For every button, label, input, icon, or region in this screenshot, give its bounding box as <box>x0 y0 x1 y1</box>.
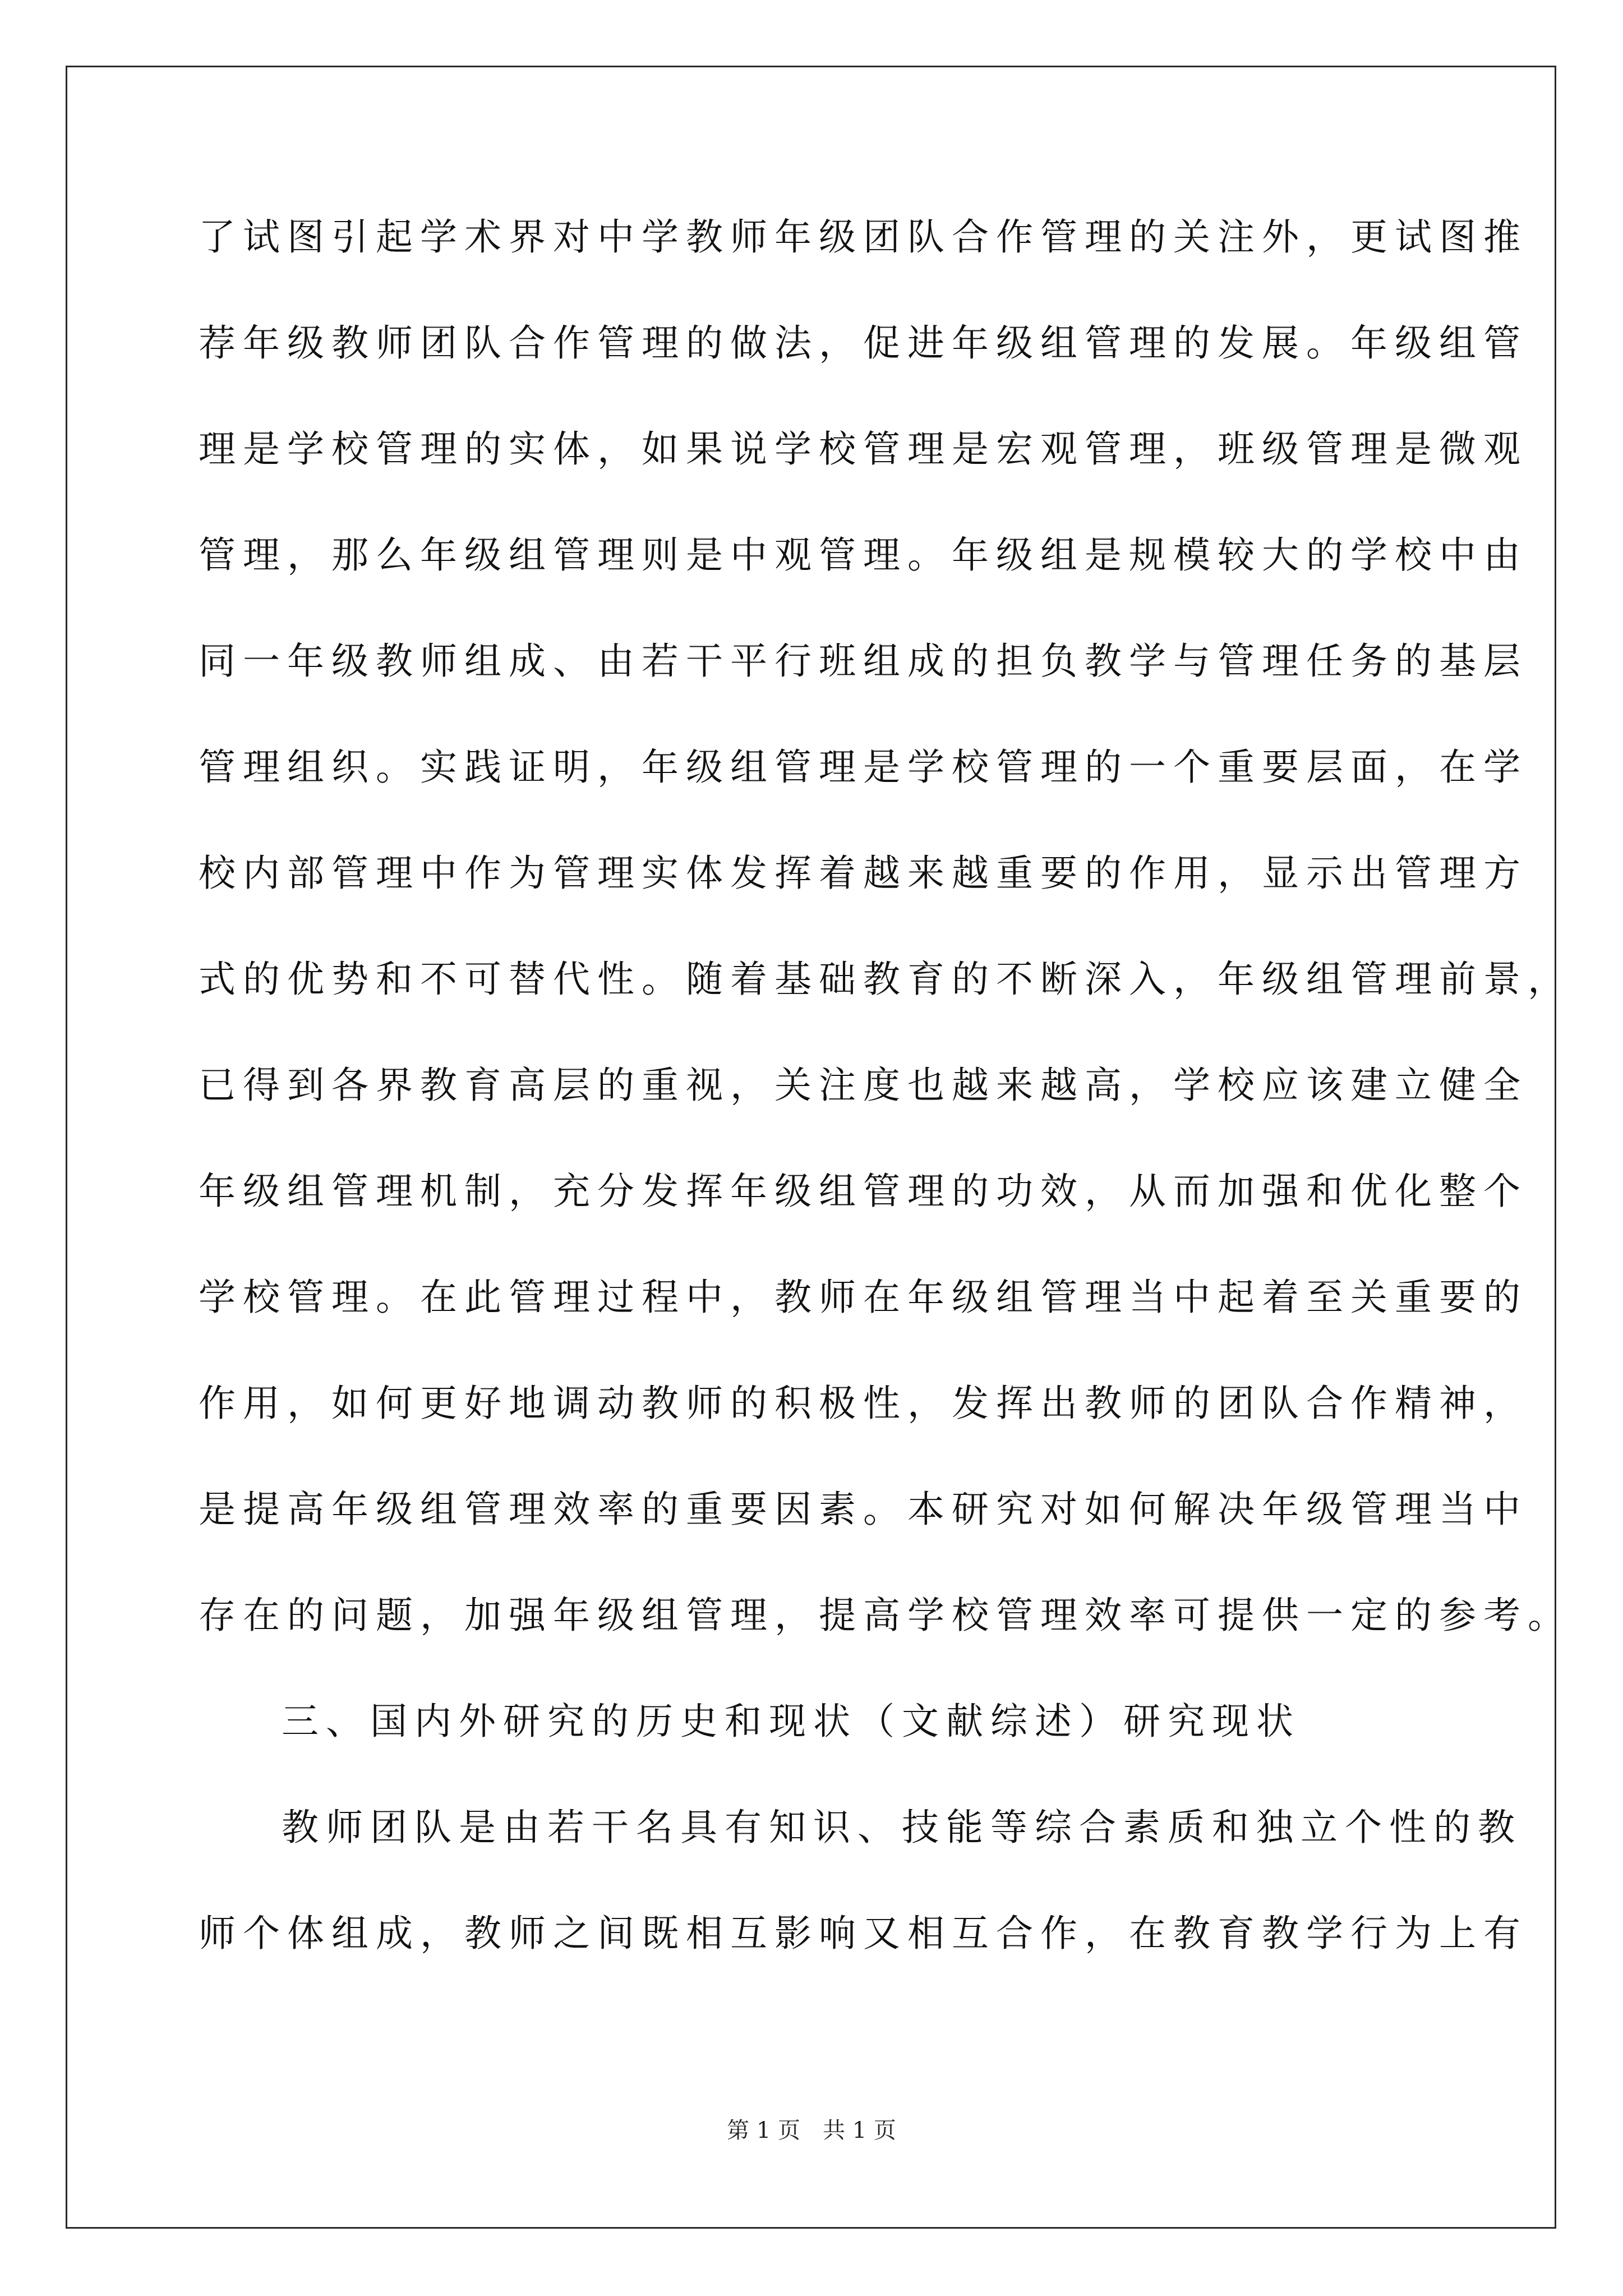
page-footer <box>0 2119 1623 2142</box>
body-line: 已得到各界教育高层的重视，关注度也越来越高，学校应该建立健全 <box>199 1064 1528 1107</box>
body-line: 理是学校管理的实体，如果说学校管理是宏观管理，班级管理是微观 <box>199 427 1528 471</box>
body-line: 学校管理。在此管理过程中，教师在年级组管理当中起着至关重要的 <box>199 1276 1528 1319</box>
body-line: 荐年级教师团队合作管理的做法，促进年级组管理的发展。年级组管 <box>199 321 1528 365</box>
section-heading: 三、国内外研究的历史和现状（文献综述）研究现状 <box>282 1700 1301 1743</box>
body-line: 校内部管理中作为管理实体发挥着越来越重要的作用，显示出管理方 <box>199 852 1528 895</box>
body-line: 管理，那么年级组管理则是中观管理。年级组是规模较大的学校中由 <box>199 533 1528 577</box>
body-line: 年级组管理机制，充分发挥年级组管理的功效，从而加强和优化整个 <box>199 1170 1528 1213</box>
body-line: 了试图引起学术界对中学教师年级团队合作管理的关注外，更试图推 <box>199 215 1528 259</box>
body-line: 作用，如何更好地调动教师的积极性，发挥出教师的团队合作精神， <box>199 1382 1528 1425</box>
body-line: 同一年级教师组成、由若干平行班组成的担负教学与管理任务的基层 <box>199 639 1528 683</box>
body-line: 式的优势和不可替代性。随着基础教育的不断深入，年级组管理前景， <box>199 958 1572 1001</box>
page-total: 共 1 页 <box>823 2118 896 2143</box>
body-line: 存在的问题，加强年级组管理，提高学校管理效率可提供一定的参考。 <box>199 1594 1572 1637</box>
body-line: 是提高年级组管理效率的重要因素。本研究对如何解决年级管理当中 <box>199 1488 1528 1531</box>
body-line: 师个体组成，教师之间既相互影响又相互合作，在教育教学行为上有 <box>199 1912 1528 1955</box>
document-body <box>199 215 1572 2021</box>
body-line: 教师团队是由若干名具有知识、技能等综合素质和独立个性的教 <box>282 1806 1522 1849</box>
body-line: 管理组织。实践证明，年级组管理是学校管理的一个重要层面，在学 <box>199 746 1528 789</box>
page-number: 第 1 页 <box>727 2118 800 2143</box>
